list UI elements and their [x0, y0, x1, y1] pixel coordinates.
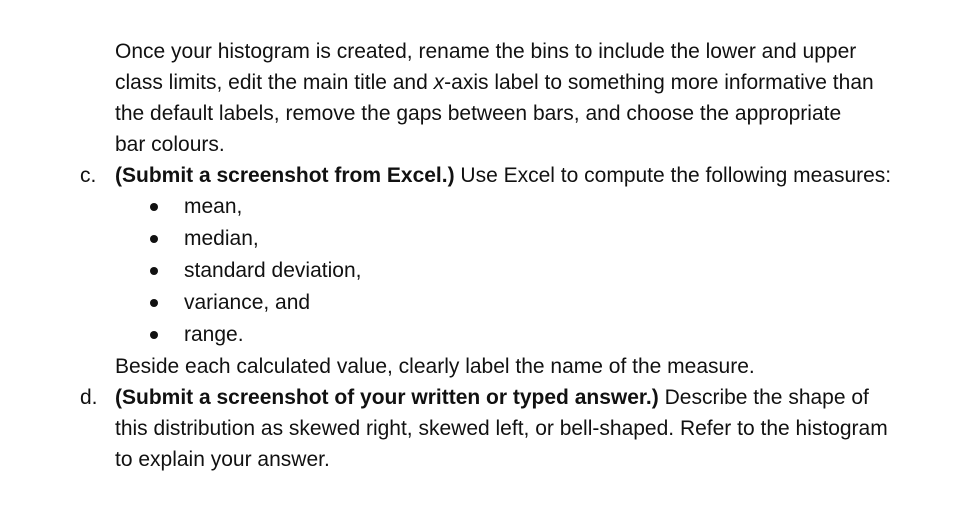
measures-list: [0, 191, 976, 351]
bullet-dot-icon: [150, 235, 158, 243]
bullet-text: median,: [184, 227, 259, 250]
item-c-after-text: Beside each calculated value, clearly label the name of the measure.: [115, 355, 755, 378]
item-c-text: Use Excel to compute the following measures:: [454, 164, 892, 187]
bullet-text: standard deviation,: [184, 259, 362, 282]
bullet-dot-icon: [150, 203, 158, 211]
item-d-text: Describe the shape of this distribution as skewed right, skewed left, or bell-shaped. Refer to the histogram to explain your answer.: [115, 386, 888, 471]
intro-text-part1: Once your histogram is created, rename the bins to include the lower and upper class limits, edit the main title and: [115, 40, 857, 94]
bullet-dot-icon: [150, 299, 158, 307]
item-d-bold-instruction: (Submit a screenshot of your written or typed answer.): [115, 386, 659, 409]
list-item-c: [0, 160, 895, 191]
intro-text-part2: -axis label to something more informative than the default labels, remove the gaps between bars, and choose the appropriate bar colours.: [115, 71, 874, 156]
bullet-dot-icon: [150, 331, 158, 339]
bullet-item: [0, 287, 976, 319]
bullet-dot-icon: [150, 267, 158, 275]
item-c-bold-instruction: (Submit a screenshot from Excel.): [115, 164, 455, 187]
list-marker-c: c.: [80, 164, 97, 187]
intro-paragraph: [0, 36, 875, 160]
intro-italic-x: x: [433, 71, 445, 94]
bullet-text: mean,: [184, 195, 243, 218]
list-item-d: [0, 382, 905, 475]
bullet-item: [0, 255, 976, 287]
document-body: [0, 36, 976, 475]
bullet-item: [0, 223, 976, 255]
bullet-text: variance, and: [184, 291, 311, 314]
list-marker-d: d.: [80, 386, 98, 409]
bullet-item: [0, 319, 976, 351]
bullet-text: range.: [184, 323, 244, 346]
bullet-item: [0, 191, 976, 223]
